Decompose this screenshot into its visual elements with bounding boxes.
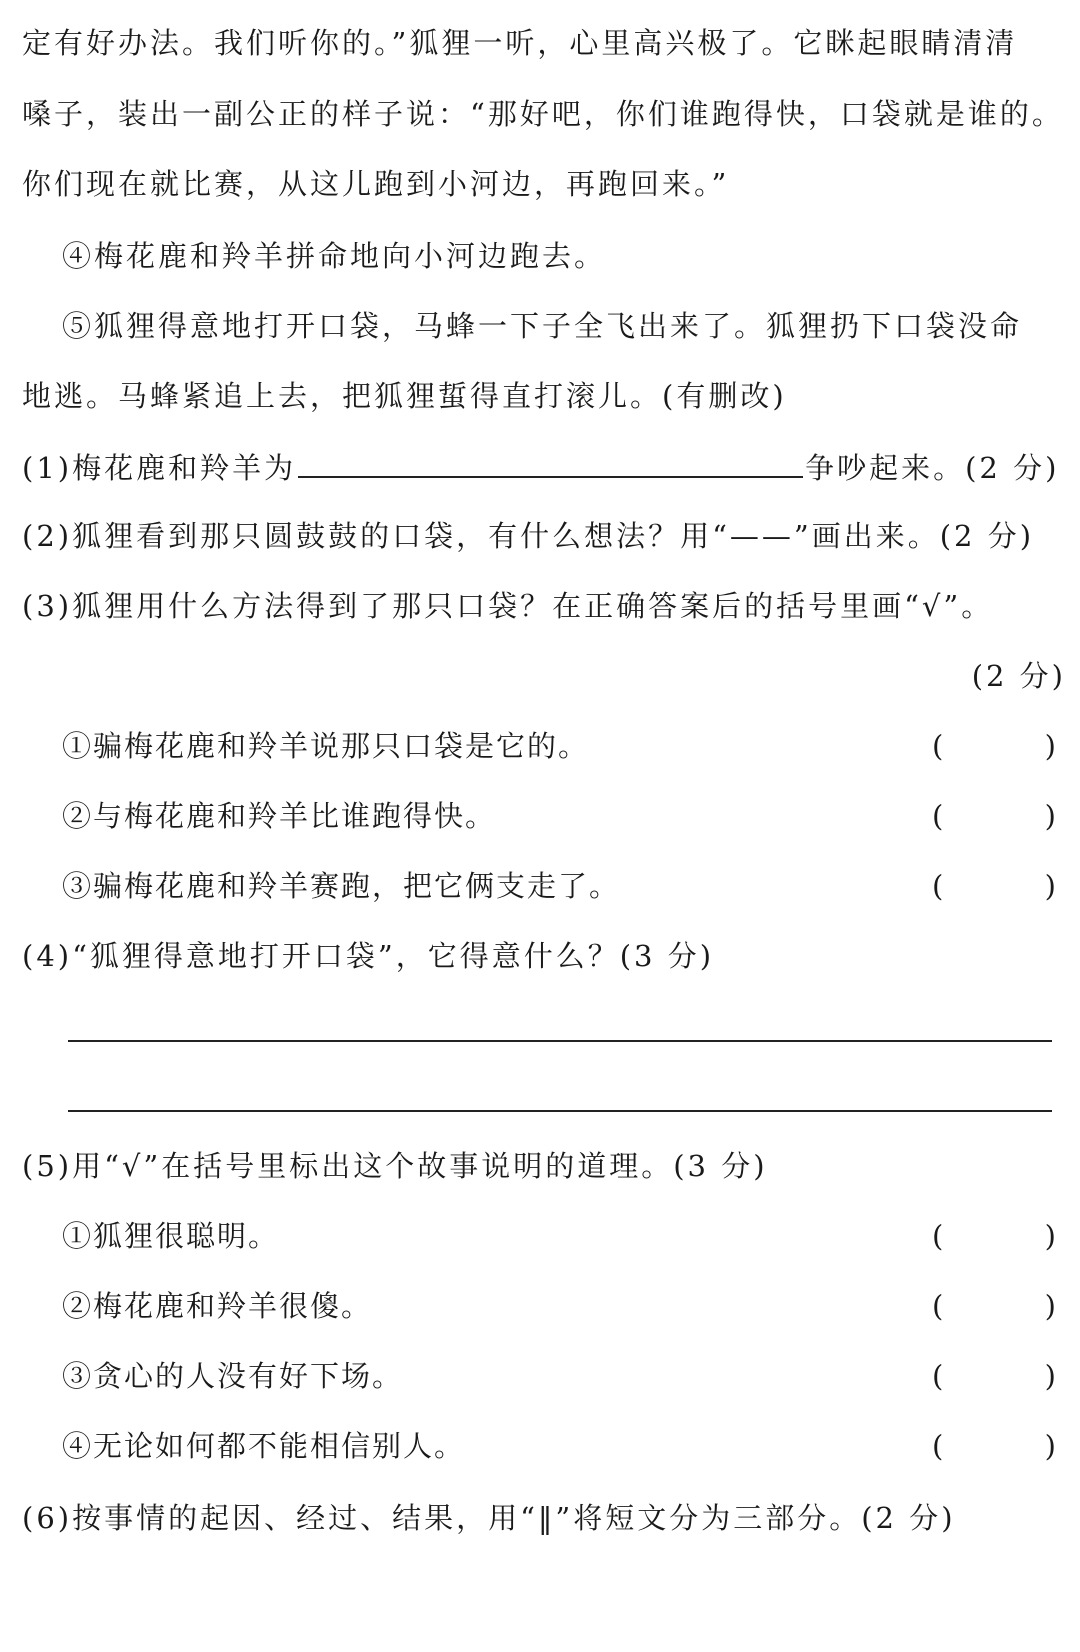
q5-option-3-answer-parens[interactable]: ( ) — [932, 1359, 1058, 1393]
question-6: (6)按事情的起因、经过、结果，用“‖”将短文分为三部分。(2 分) — [22, 1501, 956, 1535]
q3-option-1 — [62, 726, 1058, 766]
question-4: (4)“狐狸得意地打开口袋”，它得意什么？(3 分) — [22, 939, 715, 973]
question-2: (2)狐狸看到那只圆鼓鼓的口袋，有什么想法？用“——”画出来。(2 分) — [22, 519, 1035, 553]
q3-option-3-answer-parens[interactable]: ( ) — [932, 869, 1058, 903]
q3-option-2-answer-parens[interactable]: ( ) — [932, 799, 1058, 833]
story-line-3: 你们现在就比赛，从这儿跑到小河边，再跑回来。” — [22, 167, 730, 201]
q3-option-2-text: ②与梅花鹿和羚羊比谁跑得快。 — [62, 799, 497, 833]
story-paragraph-4: ④梅花鹿和羚羊拼命地向小河边跑去。 — [62, 239, 607, 273]
question-4-answer-line-2[interactable] — [68, 1110, 1052, 1112]
story-line-2: 嗓子，装出一副公正的样子说：“那好吧，你们谁跑得快，口袋就是谁的。 — [22, 97, 1064, 131]
q5-option-3-text: ③贪心的人没有好下场。 — [62, 1359, 404, 1393]
q5-option-4 — [62, 1426, 1058, 1466]
q5-option-3 — [62, 1356, 1058, 1396]
question-3: (3)狐狸用什么方法得到了那只口袋？在正确答案后的括号里画“√”。 — [22, 589, 994, 623]
question-1-suffix: 争吵起来。(2 分) — [805, 451, 1060, 485]
question-5: (5)用“√”在括号里标出这个故事说明的道理。(3 分) — [22, 1149, 768, 1183]
q3-option-3 — [62, 866, 1058, 906]
q5-option-1-answer-parens[interactable]: ( ) — [932, 1219, 1058, 1253]
question-1 — [22, 446, 1066, 488]
question-1-prefix: (1)梅花鹿和羚羊为 — [22, 451, 297, 485]
question-3-score: (2 分) — [971, 659, 1066, 693]
q5-option-1-text: ①狐狸很聪明。 — [62, 1219, 280, 1253]
q5-option-1 — [62, 1216, 1058, 1256]
story-paragraph-5-line-1: ⑤狐狸得意地打开口袋，马蜂一下子全飞出来了。狐狸扔下口袋没命 — [62, 309, 1023, 343]
story-line-1: 定有好办法。我们听你的。”狐狸一听，心里高兴极了。它眯起眼睛清清 — [22, 26, 1018, 60]
q5-option-4-text: ④无论如何都不能相信别人。 — [62, 1429, 466, 1463]
q5-option-2-text: ②梅花鹿和羚羊很傻。 — [62, 1289, 373, 1323]
q5-option-2 — [62, 1286, 1058, 1326]
q5-option-4-answer-parens[interactable]: ( ) — [932, 1429, 1058, 1463]
question-4-answer-line-1[interactable] — [68, 1040, 1052, 1042]
question-1-blank[interactable] — [298, 446, 803, 478]
q5-option-2-answer-parens[interactable]: ( ) — [932, 1289, 1058, 1323]
q3-option-1-answer-parens[interactable]: ( ) — [932, 729, 1058, 763]
q3-option-3-text: ③骗梅花鹿和羚羊赛跑，把它俩支走了。 — [62, 869, 621, 903]
q3-option-2 — [62, 796, 1058, 836]
q3-option-1-text: ①骗梅花鹿和羚羊说那只口袋是它的。 — [62, 729, 590, 763]
story-paragraph-5-line-2: 地逃。马蜂紧追上去，把狐狸蜇得直打滚儿。(有删改) — [22, 379, 787, 413]
